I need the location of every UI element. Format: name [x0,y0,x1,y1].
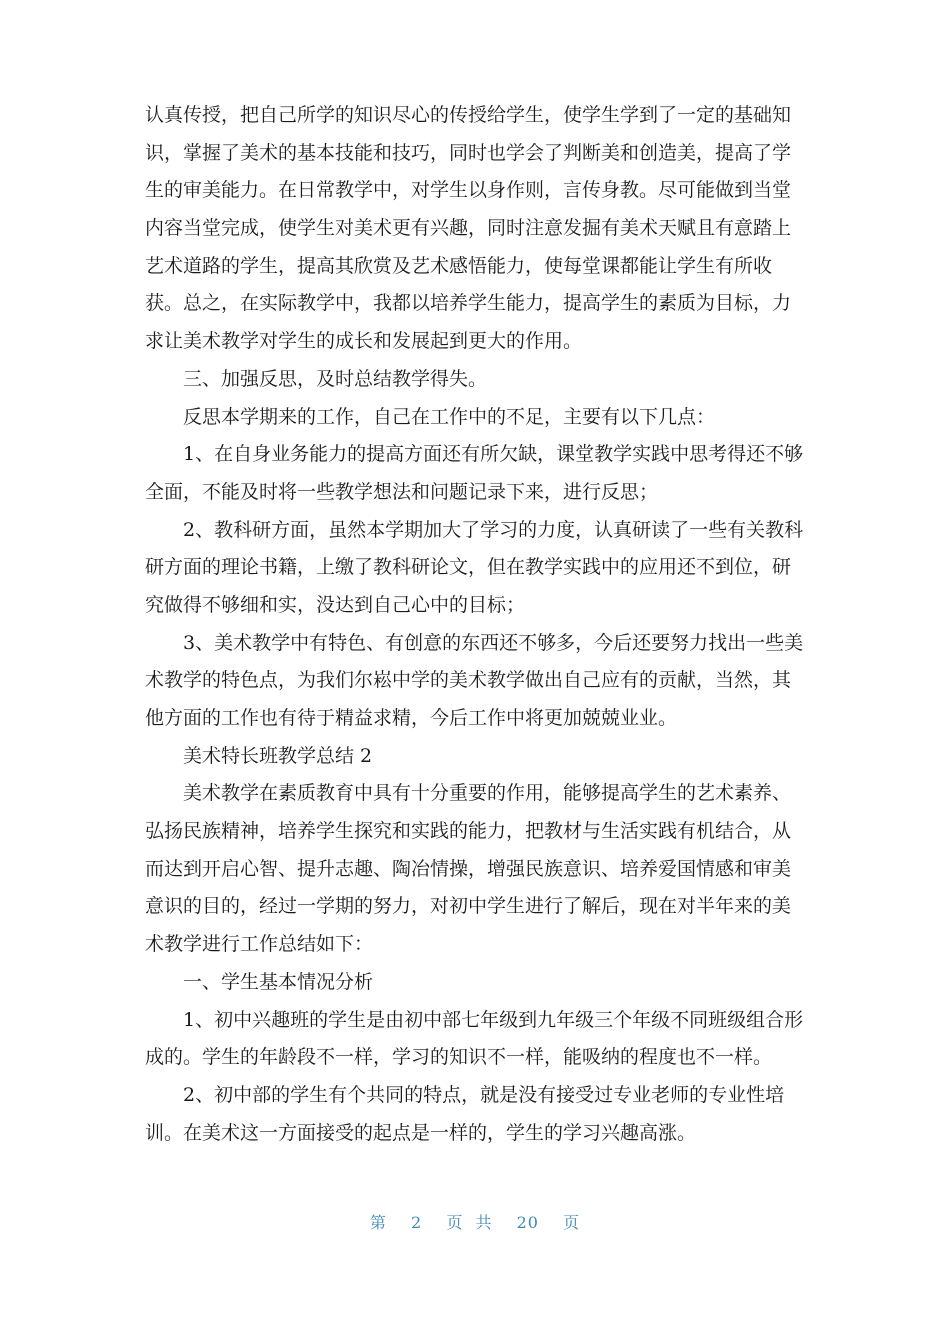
text-line: 生的审美能力。在日常教学中，对学生以身作则，言传身教。尽可能做到当堂 [145,179,792,202]
text-line: 艺术道路的学生，提高其欣赏及艺术感悟能力，使每堂课都能让学生有所收 [145,254,773,277]
text-line: 2、教科研方面，虽然本学期加大了学习的力度，认真研读了一些有关教科 [145,518,804,541]
text-line: 获。总之，在实际教学中，我都以培养学生能力，提高学生的素质为目标，力 [145,292,792,315]
text-line: 反思本学期来的工作，自己在工作中的不足，主要有以下几点： [145,405,716,428]
section-title: 美术特长班教学总结 2 [145,744,373,767]
page-number: 第 2 页 共 20 页 [369,1213,581,1232]
text-line: 弘扬民族精神，培养学生探究和实践的能力，把教材与生活实践有机结合，从 [145,820,792,843]
text-line: 意识的目的，经过一学期的努力，对初中学生进行了解后，现在对半年来的美 [145,895,792,918]
body-text [145,97,810,1152]
text-line: 3、美术教学中有特色、有创意的东西还不够多，今后还要努力找出一些美 [145,631,804,654]
section-heading: 一、学生基本情况分析 [145,970,374,993]
text-line: 全面，不能及时将一些教学想法和问题记录下来，进行反思； [145,480,659,503]
text-line: 研方面的理论书籍，上缴了教科研论文，但在教学实践中的应用还不到位，研 [145,556,792,579]
text-line: 成的。学生的年龄段不一样，学习的知识不一样，能吸纳的程度也不一样。 [145,1046,773,1069]
section-heading: 三、加强反思，及时总结教学得失。 [145,367,488,390]
text-line: 求让美术教学对学生的成长和发展起到更大的作用。 [145,330,583,353]
text-line: 认真传授，把自己所学的知识尽心的传授给学生，使学生学到了一定的基础知 [145,104,792,126]
text-line: 内容当堂完成，使学生对美术更有兴趣，同时注意发掘有美术天赋且有意踏上 [145,217,792,240]
text-line: 1、初中兴趣班的学生是由初中部七年级到九年级三个年级不同班级组合形 [145,1008,804,1031]
text-line: 美术教学在素质教育中具有十分重要的作用，能够提高学生的艺术素养、 [145,782,792,805]
text-line: 术教学的特色点，为我们尔崧中学的美术教学做出自己应有的贡献，当然，其 [145,669,792,692]
text-line: 训。在美术这一方面接受的起点是一样的，学生的学习兴趣高涨。 [145,1121,697,1144]
text-line: 1、在自身业务能力的提高方面还有所欠缺，课堂教学实践中思考得还不够 [145,443,804,466]
text-line: 究做得不够细和实，没达到自己心中的目标； [145,593,526,616]
text-line: 识，掌握了美术的基本技能和技巧，同时也学会了判断美和创造美，提高了学 [145,141,792,164]
text-line: 术教学进行工作总结如下： [145,933,374,956]
text-line: 他方面的工作也有待于精益求精，今后工作中将更加兢兢业业。 [145,707,678,729]
text-line: 而达到开启心智、提升志趣、陶冶情操，增强民族意识、培养爱国情感和审美 [145,857,792,880]
text-line: 2、初中部的学生有个共同的特点，就是没有接受过专业老师的专业性培 [145,1083,785,1106]
